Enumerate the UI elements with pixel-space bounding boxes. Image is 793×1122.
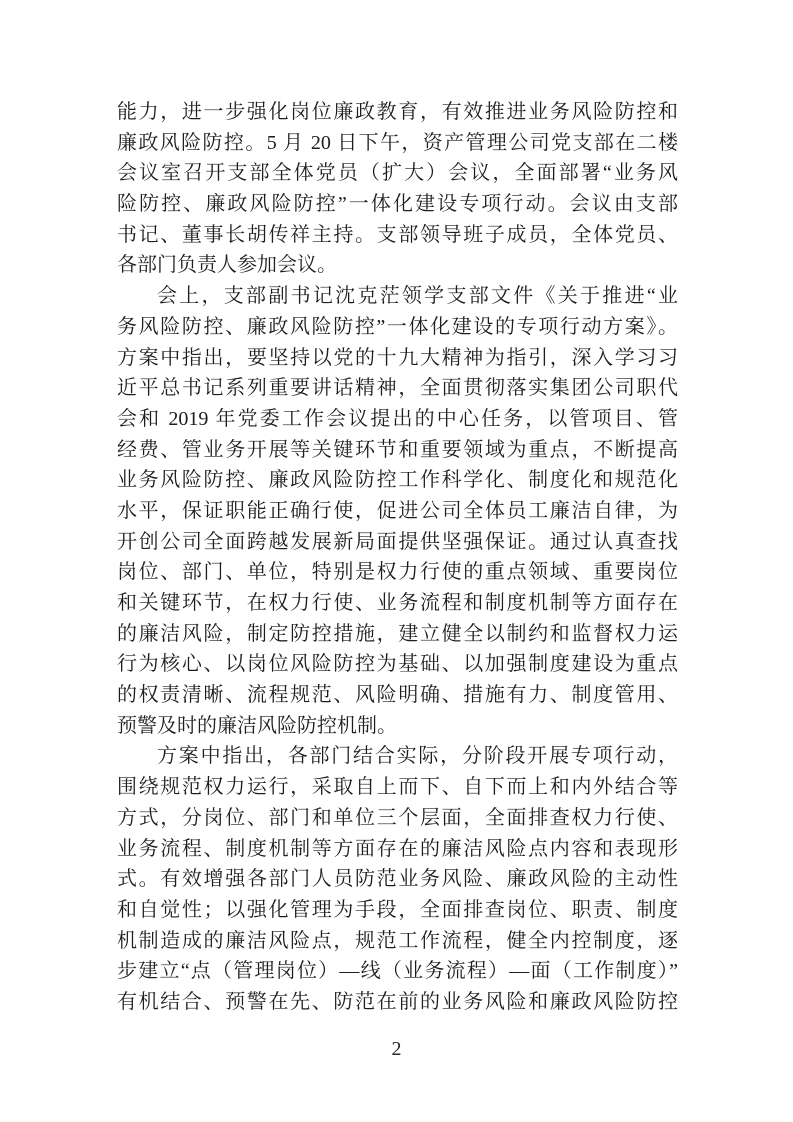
- text-line: 险防控、廉政风险防控”一体化建设专项行动。会议由支部: [117, 193, 678, 216]
- paragraph: [117, 741, 678, 1017]
- text-line: 方案中指出，要坚持以党的十九大精神为指引，深入学习习: [117, 346, 678, 369]
- text-line: 会上，支部副书记沈克茫领学支部文件《关于推进“业: [157, 285, 678, 308]
- text-line: 行为核心、以岗位风险防控为基础、以加强制度建设为重点: [117, 653, 678, 676]
- text-line: 的权责清晰、流程规范、风险明确、措施有力、制度管用、: [117, 684, 678, 707]
- page-number: 2: [391, 1038, 402, 1060]
- text-line: 和关键环节，在权力行使、业务流程和制度机制等方面存在: [117, 592, 678, 614]
- text-line: 经费、管业务开展等关键环节和重要领域为重点，不断提高: [117, 438, 678, 461]
- text-line: 廉政风险防控。5 月 20 日下午，资产管理公司党支部在二楼: [117, 131, 678, 154]
- text-line: 务风险防控、廉政风险防控”一体化建设的专项行动方案》。: [117, 315, 678, 338]
- document-body: [117, 97, 678, 1018]
- text-line: 水平，保证职能正确行使，促进公司全体员工廉洁自律，为: [117, 499, 678, 522]
- text-line: 各部门负责人参加会议。: [117, 254, 337, 277]
- text-line: 业务风险防控、廉政风险防控工作科学化、制度化和规范化: [117, 469, 678, 492]
- text-line: 会和 2019 年党委工作会议提出的中心任务，以管项目、管: [117, 407, 678, 430]
- text-line: 预警及时的廉洁风险防控机制。: [117, 714, 397, 737]
- text-line: 式。有效增强各部门人员防范业务风险、廉政风险的主动性: [117, 868, 678, 891]
- text-line: 书记、董事长胡传祥主持。支部领导班子成员，全体党员、: [117, 223, 678, 246]
- text-line: 会议室召开支部全体党员（扩大）会议，全面部署“业务风: [117, 162, 678, 185]
- paragraph: [117, 281, 678, 741]
- text-line: 岗位、部门、单位，特别是权力行使的重点领域、重要岗位: [117, 561, 678, 584]
- text-line: 方案中指出，各部门结合实际，分阶段开展专项行动，: [157, 745, 678, 768]
- text-line: 围绕规范权力运行，采取自上而下、自下而上和内外结合等: [117, 776, 678, 799]
- text-line: 近平总书记系列重要讲话精神，全面贯彻落实集团公司职代: [117, 377, 678, 400]
- text-line: 机制造成的廉洁风险点，规范工作流程，健全内控制度，逐: [117, 929, 678, 952]
- text-line: 的廉洁风险，制定防控措施，建立健全以制约和监督权力运: [117, 622, 678, 645]
- text-line: 有机结合、预警在先、防范在前的业务风险和廉政风险防控: [117, 990, 678, 1013]
- text-line: 业务流程、制度机制等方面存在的廉洁风险点内容和表现形: [117, 837, 678, 860]
- text-line: 步建立“点（管理岗位）—线（业务流程）—面（工作制度）”: [117, 960, 678, 983]
- text-line: 和自觉性；以强化管理为手段，全面排查岗位、职责、制度: [117, 898, 678, 921]
- text-line: 方式，分岗位、部门和单位三个层面，全面排查权力行使、: [117, 806, 678, 829]
- paragraph: [117, 97, 678, 281]
- text-line: 开创公司全面跨越发展新局面提供坚强保证。通过认真查找: [117, 530, 678, 553]
- text-line: 能力，进一步强化岗位廉政教育，有效推进业务风险防控和: [117, 101, 678, 123]
